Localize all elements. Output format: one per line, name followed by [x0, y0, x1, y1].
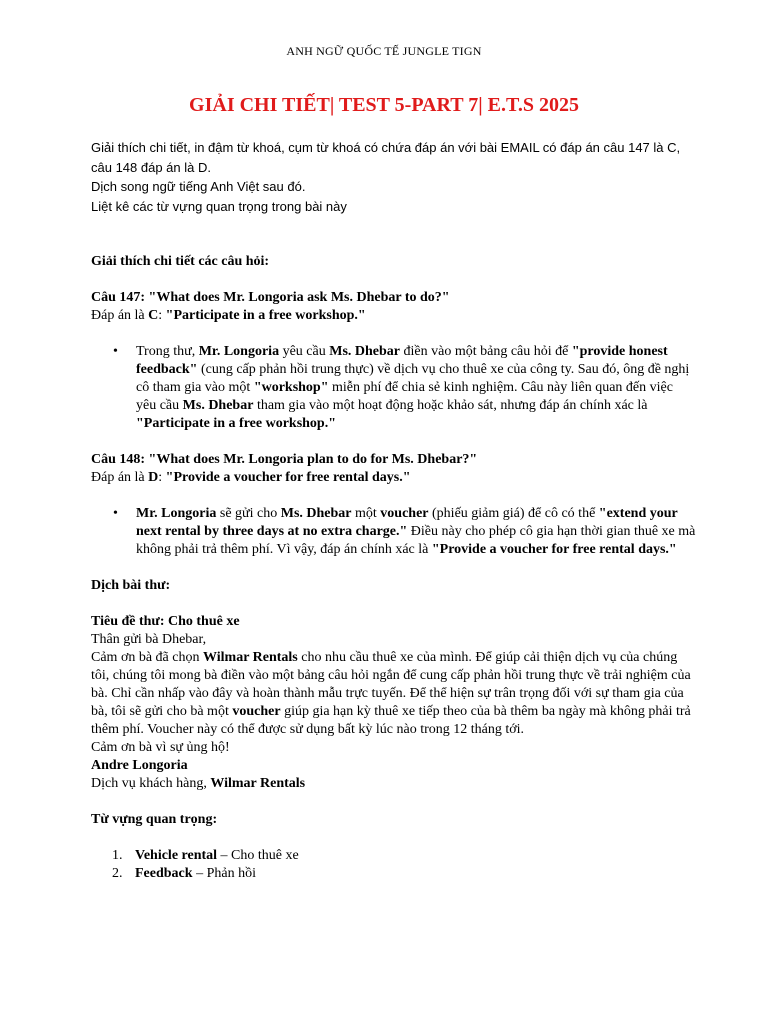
q147-bullet: • Trong thư, Mr. Longoria yêu cầu Ms. Dhebar điền vào một bảng câu hỏi để "provide honest feedback" (cung cấp phản hồi trung thực) về dịch vụ cho thuê xe của công ty. Sau đó, ông đề nghị cô tham gia vào một "workshop" miễn phí để chia sẻ kinh nghiệm. Câu này liên quan đến việc yêu cầu Ms. Dhebar tham gia vào một hoạt động hoặc khảo sát, nhưng đáp án chính xác là "Participate in a free workshop." [113, 344, 690, 431]
document-title: GIẢI CHI TIẾT| TEST 5-PART 7| E.T.S 2025 [189, 94, 579, 116]
intro-line-2: Dịch song ngữ tiếng Anh Việt sau đó. [91, 179, 306, 194]
vocab-list [91, 847, 691, 883]
letter-thanks: Cảm ơn bà vì sự ủng hộ! [91, 740, 230, 755]
q148-explanation [91, 505, 696, 559]
vocab-heading: Từ vựng quan trọng: [91, 812, 218, 827]
bullet-dot: • [113, 344, 118, 359]
q148-answer: Đáp án là D: "Provide a voucher for free rental days." [91, 470, 411, 485]
letter-signer: Andre Longoria [91, 758, 188, 773]
explain-heading: Giải thích chi tiết các câu hỏi: [91, 254, 270, 269]
q147-question: Câu 147: "What does Mr. Longoria ask Ms. Dhebar to do?" [91, 290, 450, 305]
intro-line-3: Liệt kê các từ vựng quan trọng trong bài này [91, 198, 347, 214]
translation-heading: Dịch bài thư: [91, 578, 171, 593]
intro-block [91, 138, 691, 216]
bullet-dot: • [113, 506, 118, 521]
letter-greeting: Thân gửi bà Dhebar, [91, 632, 207, 647]
q148-bullet: • Mr. Longoria sẽ gửi cho Ms. Dhebar một voucher (phiếu giảm giá) để cô có thể "extend your next rental by three days at no extra charge." Điều này cho phép cô gia hạn thời gian thuê xe mà không phải trả thêm phí. Vì vậy, đáp án chính xác là "Provide a voucher for free rental days." [113, 506, 696, 557]
vocab-item: 2. Feedback – Phản hồi [112, 866, 256, 881]
intro-line-1: Giải thích chi tiết, in đậm từ khoá, cụm từ khoá có chứa đáp án với bài EMAIL có đáp án câu 147 là C, câu 148 đáp án là D. [91, 140, 681, 175]
document-header: ANH NGỮ QUỐC TẾ JUNGLE TIGN [286, 44, 482, 58]
document-body [91, 253, 696, 883]
q147-answer: Đáp án là C: "Participate in a free workshop." [91, 308, 366, 323]
q147-explanation [91, 343, 691, 433]
letter-subject: Tiêu đề thư: Cho thuê xe [91, 614, 240, 629]
q148-question: Câu 148: "What does Mr. Longoria plan to do for Ms. Dhebar?" [91, 452, 478, 467]
letter-role: Dịch vụ khách hàng, Wilmar Rentals [91, 776, 306, 791]
letter-paragraph: Cảm ơn bà đã chọn Wilmar Rentals cho nhu cầu thuê xe của mình. Để giúp cải thiện dịch vụ của chúng tôi, chúng tôi mong bà điền vào một bảng câu hỏi ngắn để cung cấp phản hồi trung thực về trải nghiệm của bà. Chỉ cần nhấp vào đây và hoàn thành mẫu trực tuyến. Để thể hiện sự trân trọng đối với sự tham gia của bà, tôi sẽ gửi cho bà một voucher giúp gia hạn kỳ thuê xe tiếp theo của bà thêm ba ngày mà không phải trả thêm phí. Voucher này có thể được sử dụng bất kỳ lúc nào trong 12 tháng tới. [91, 650, 691, 737]
vocab-item: 1. Vehicle rental – Cho thuê xe [112, 848, 299, 863]
